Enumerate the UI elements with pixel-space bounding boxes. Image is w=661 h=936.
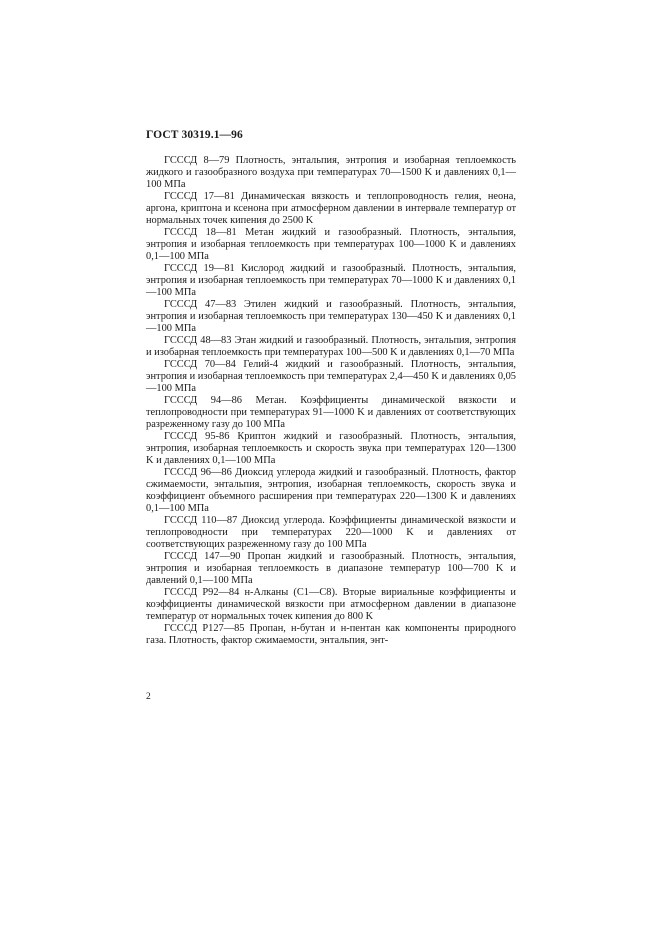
list-item: ГСССД 47—83 Этилен жидкий и газообразный. Плотность, энтальпия, энтропия и изобарная теплоемкость при температурах 130—450 K и давлениях 0,1—100 МПа <box>146 299 516 334</box>
list-item: ГСССД 18—81 Метан жидкий и газообразный. Плотность, энтальпия, энтропия и изобарная теплоемкость при температурах 100—1000 K и давлениях 0,1—100 МПа <box>146 227 516 262</box>
list-item: ГСССД 70—84 Гелий-4 жидкий и газообразный. Плотность, энтальпия, энтропия и изобарная теплоемкость при температурах 2,4—450 K и давлениях 0,05—100 МПа <box>146 359 516 394</box>
document-header: ГОСТ 30319.1—96 <box>146 129 243 141</box>
list-item: ГСССД 19—81 Кислород жидкий и газообразный. Плотность, энтальпия, энтропия и изобарная теплоемкость при температурах 70—1000 K и давлениях 0,1—100 МПа <box>146 263 516 298</box>
list-item: ГСССД 94—86 Метан. Коэффициенты динамической вязкости и теплопроводности при температурах 91—1000 K и давлениях от соответствующих разреженному газу до 100 МПа <box>146 395 516 430</box>
list-item: ГСССД 17—81 Динамическая вязкость и теплопроводность гелия, неона, аргона, криптона и ксенона при атмосферном давлении в интервале температур от нормальных точек кипения до 2500 K <box>146 191 516 226</box>
list-item: ГСССД 96—86 Диоксид углерода жидкий и газообразный. Плотность, фактор сжимаемости, энтальпия, энтропия, изобарная теплоемкость, скорость звука и коэффициент объемного расширения при температурах 220—1300 K и давлениях 0,1—100 МПа <box>146 467 516 514</box>
list-item: ГСССД 110—87 Диоксид углерода. Коэффициенты динамической вязкости и теплопроводности при температурах 220—1000 K и давлениях от соответствующих разреженному газу до 100 МПа <box>146 515 516 550</box>
list-item: ГСССД 8—79 Плотность, энтальпия, энтропия и изобарная теплоемкость жидкого и газообразного воздуха при температурах 70—1500 K и давлениях 0,1—100 МПа <box>146 155 516 190</box>
list-item: ГСССД Р92—84 н-Алканы (С1—С8). Вторые вириальные коэффициенты и коэффициенты динамической вязкости при атмосферном давлении в диапазоне температур от нормальных точек кипения до 800 K <box>146 587 516 622</box>
standards-list <box>146 155 516 647</box>
list-item: ГСССД 147—90 Пропан жидкий и газообразный. Плотность, энтальпия, энтропия и изобарная теплоемкость в диапазоне температур 100—700 K и давлений 0,1—100 МПа <box>146 551 516 586</box>
list-item: ГСССД 48—83 Этан жидкий и газообразный. Плотность, энтальпия, энтропия и изобарная теплоемкость при температурах 100—500 K и давлениях 0,1—70 МПа <box>146 335 516 358</box>
page-number: 2 <box>146 692 151 702</box>
list-item: ГСССД 95-86 Криптон жидкий и газообразный. Плотность, энтальпия, энтропия, изобарная теплоемкость и скорость звука при температурах 120—1300 K и давлениях 0,1—100 МПа <box>146 431 516 466</box>
list-item: ГСССД Р127—85 Пропан, н-бутан и н-пентан как компоненты природного газа. Плотность, фактор сжимаемости, энтальпия, энт- <box>146 623 516 646</box>
